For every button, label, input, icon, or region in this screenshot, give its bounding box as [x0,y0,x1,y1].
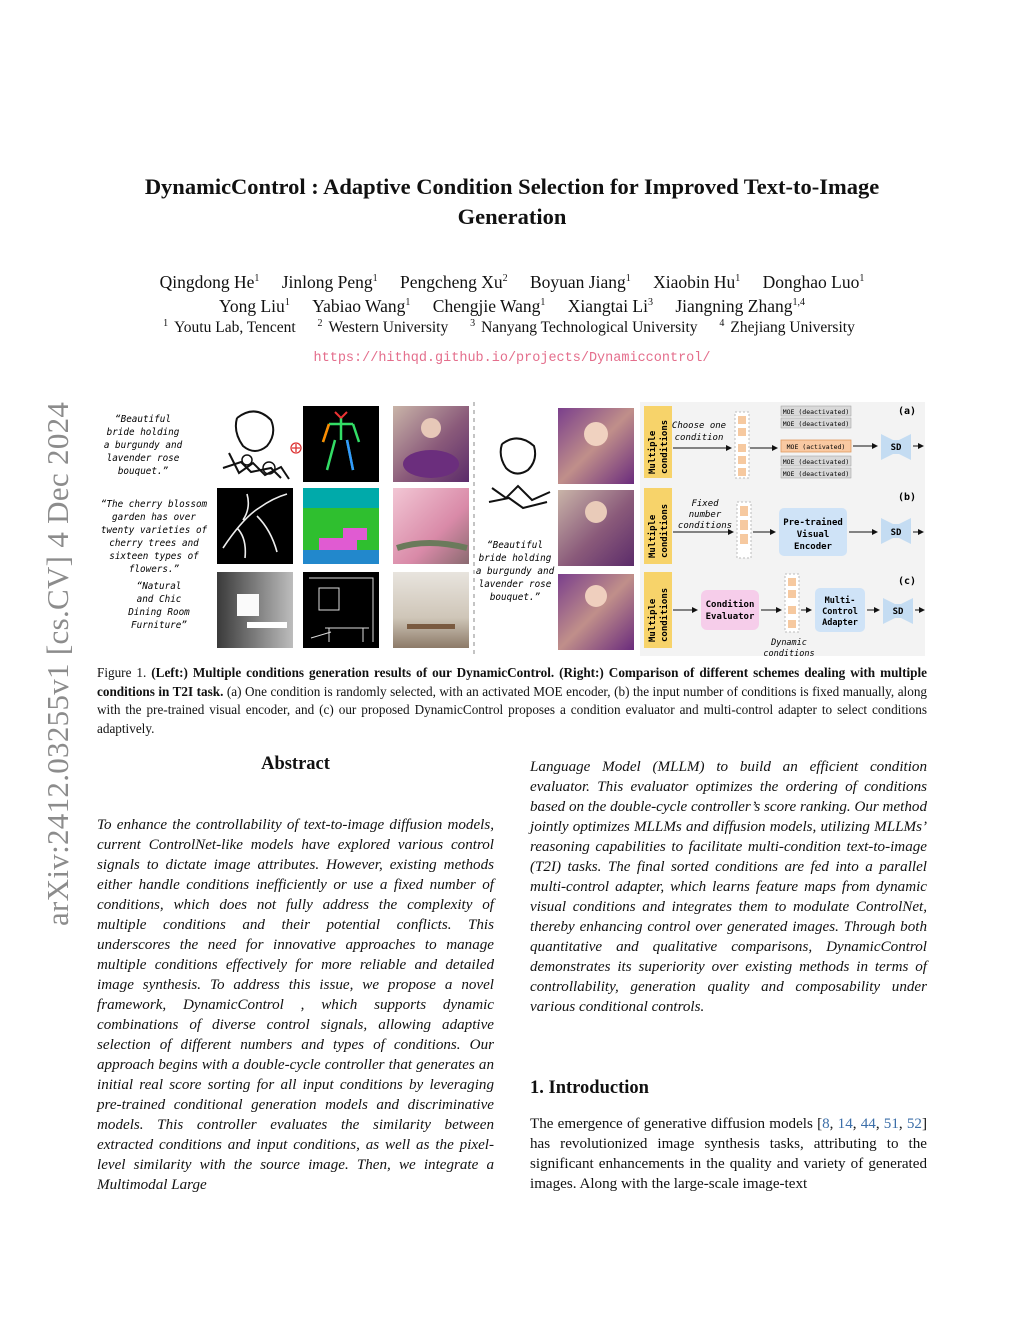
multi-cond-label: conditions [660,419,670,474]
citation-link[interactable]: 52 [906,1116,922,1132]
dynamic-label: Dynamic [771,638,807,648]
prompt-mid-line: “Beautiful [487,540,543,551]
introduction-text: The emergence of generative diffusion models [8, 14, 44, 51, 52] has revolutionized image synthesis tasks, attributing to the significant enhancements in the quality and variety of generated images. Along with the large-scale image-text [530,1116,927,1192]
plus-marker [291,443,301,453]
prompt-mid-line: lavender rose [478,579,552,590]
multi-cond-label: Multiple [648,598,658,642]
output-image-cherry [393,488,469,564]
prompt-1-line: a burgundy and [103,440,183,451]
multi-cond-label: conditions [660,587,670,642]
prompt-3-line: Furniture” [131,620,187,631]
affiliation: $^4$ Zhejiang University [719,317,855,336]
figure-1 [97,398,927,660]
author: Qingdong He$^1$ [159,272,260,292]
figure-1-graphic [97,398,927,660]
abstract-heading: Abstract [261,754,330,774]
prompt-1-line: “Beautiful [115,414,171,425]
affiliation: $^2$ Western University [317,317,449,336]
moe-deactivated-label: MOE (deactivated) [782,470,850,478]
evaluator-label: Evaluator [705,612,755,622]
author: Xiangtai Li$^3$ [567,296,653,316]
author: Boyuan Jiang$^1$ [529,272,631,292]
moe-deactivated-label: MOE (deactivated) [782,458,850,466]
fixed-label: Fixed [691,499,719,509]
fixed-label: conditions [677,521,733,531]
sd-label: SD [892,607,904,617]
encoder-label: Encoder [794,542,832,552]
adapter-label: Multi- [824,596,856,606]
moe-deactivated-label: MOE (deactivated) [782,420,850,428]
prompt-mid-line: a burgundy and [475,566,555,577]
author: Xiaobin Hu$^1$ [653,272,741,292]
choose-label: Choose one [671,421,727,431]
prompt-2-line: flowers.” [128,564,180,575]
prompt-1-line: bouquet.” [117,466,169,477]
prompt-2-line: garden has over [112,512,196,523]
title-line-2: Generation [457,204,567,229]
pose-condition [303,406,379,482]
multi-cond-label: Multiple [648,514,658,558]
authors-row-1 [90,270,934,294]
introduction-heading: 1. Introduction [530,1078,649,1098]
multi-cond-label: conditions [660,503,670,558]
author: Pengcheng Xu$^2$ [400,272,508,292]
evaluator-label: Condition [705,600,755,610]
adapter-label: Control [822,607,858,617]
author: Chengjie Wang$^1$ [432,296,546,316]
encoder-label: Pre-trained [783,518,843,528]
depth-window [237,594,259,616]
prompt-2-line: cherry trees and [109,538,199,549]
dynamic-label: conditions [763,649,815,659]
author: Jiangning Zhang$^{1,4}$ [675,296,805,316]
encoder-label: Visual [796,530,830,540]
prompt-3-line: and Chic [136,594,182,605]
condition-evaluator-block [701,590,759,630]
prompt-mid-line: bride holding [478,553,552,564]
citation-link[interactable]: 8 [822,1116,830,1132]
project-url-link[interactable]: https://hithqd.github.io/projects/Dynamiccontrol/ [313,351,711,366]
figure-caption: Figure 1. (Left:) Multiple conditions generation results of our DynamicControl. (Right:) Comparison of different schemes dealing with multiple conditions in T2I task. (a) One condition is randomly selected, with an activated MOE encoder, (b) the input number of conditions is fixed manually, along with the pre-trained visual encoder, and (c) our proposed DynamicControl proposes a condition evaluator and multi-control adapter to select conditions adaptively. [97,665,928,737]
author: Yong Liu$^1$ [218,296,290,316]
choose-label: condition [674,433,724,443]
author: Yabiao Wang$^1$ [312,296,411,316]
paper-title [90,172,934,232]
citation-link[interactable]: 44 [860,1116,876,1132]
prompt-3-line: Dining Room [128,607,190,618]
prompt-2-line: twenty varieties of [100,525,208,536]
edge-condition-cherry [217,488,293,564]
affiliations [90,319,934,337]
sd-label: SD [890,528,902,538]
affiliation: $^3$ Nanyang Technological University [470,317,698,336]
output-bride-bouquet [403,450,459,478]
output-image-room [393,572,469,648]
adapter-label: Adapter [822,618,858,628]
title-line-1: DynamicControl : Adaptive Condition Selection for Improved Text-to-Image [144,174,880,199]
prompt-2-line: “The cherry blossom [100,499,208,510]
canny-condition [303,572,379,648]
affiliation: $^1$ Youtu Lab, Tencent [163,317,296,336]
depth-table [247,622,287,628]
panel-b-label: (b) [897,492,917,503]
prompt-1-line: bride holding [106,427,180,438]
sketch-condition-1 [217,404,293,480]
author: Donghao Luo$^1$ [762,272,865,292]
output-room-table [407,624,455,629]
citation-link[interactable]: 14 [837,1116,853,1132]
prompt-1-line: lavender rose [106,453,180,464]
abstract-text-left: To enhance the controllability of text-to-image diffusion models, current ControlNet-like models have explored various control signals to dictate image attributes. However, existing methods either handle conditions inefficiently or use a fixed number of conditions, which does not fully address the complexity of multiple conditions and their potential conflicts. This underscores the need for innovative approaches to manage multiple conditions effectively for more reliable and detailed image synthesis. To address this issue, we propose a novel framework, DynamicControl , which supports dynamic combinations of diverse control signals, allowing adaptive selection of different numbers and types of conditions. Our approach begins with a double-cycle controller that generates an initial real score sorting for all input conditions by leveraging pre-trained conditional generation models and discriminative models. This controller evaluates the similarity between extracted conditions and input conditions, as well as the pixel-level similarity with the source image. Then, we integrate a Multimodal Large [97,817,494,1193]
authors-row-2 [90,294,934,318]
author: Jinlong Peng$^1$ [281,272,378,292]
fixed-label: number [688,510,722,520]
segmentation-condition [303,488,379,564]
citation-link[interactable]: 51 [883,1116,899,1132]
sd-label: SD [890,443,902,453]
prompt-mid-line: bouquet.” [489,592,541,603]
panel-c-label: (c) [897,576,917,587]
output-bride-face [421,418,441,438]
moe-deactivated-label: MOE (deactivated) [782,408,850,416]
sketch-condition-mid [482,432,556,512]
prompt-3-line: “Natural [136,581,182,592]
arxiv-stamp: arXiv:2412.03255v1 [cs.CV] 4 Dec 2024 [40,401,75,926]
multi-cond-label: Multiple [648,430,658,474]
prompt-2-line: sixteen types of [109,551,199,562]
panel-a-label: (a) [897,406,917,417]
moe-activated-label: MOE (activated) [786,443,846,451]
abstract-text-right: Language Model (MLLM) to build an efficient condition evaluator. This evaluator optimizes the ordering of conditions based on the double-cycle controller’s score ranking. Our method jointly optimizes MLLMs and diffusion models, utilizing MLLMs’ reasoning capabilities to facilitate multi-condition text-to-image (T2I) tasks. The final sorted conditions are fed into a parallel multi-control adapter, which learns feature maps from dynamic visual conditions and integrates them to modulate ControlNet, thereby enhancing control over generated images. Through both quantitative and qualitative comparisons, DynamicControl demonstrates its superiority over existing methods in terms of controllability, generation quality and composability under various conditional controls. [530,759,927,1015]
